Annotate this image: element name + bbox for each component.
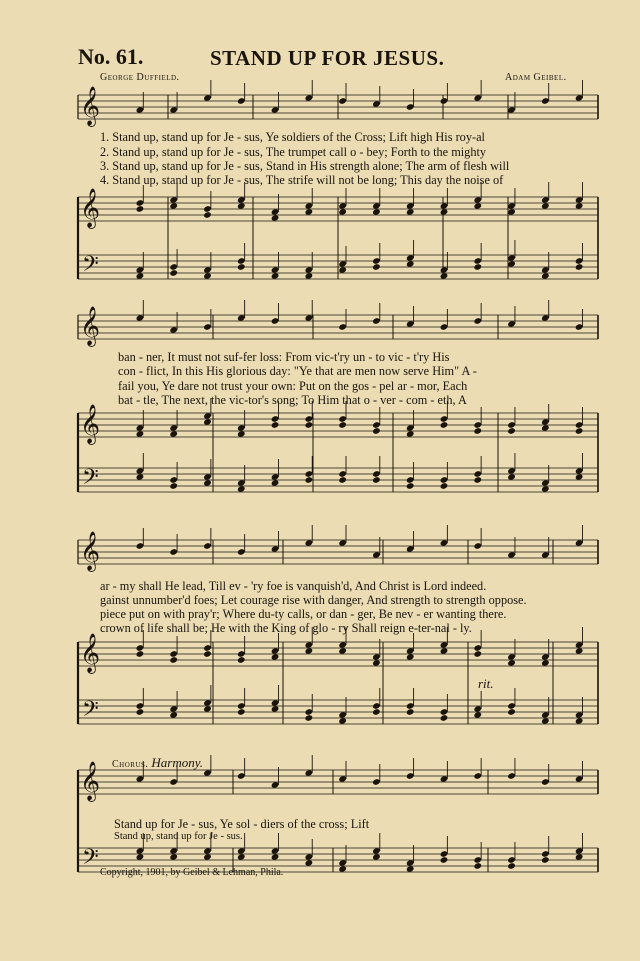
verse-3-line-1: 3. Stand up, stand up for Je - sus, Stand in His strength alone; The arm of flesh will (100, 159, 510, 173)
note-head (440, 714, 449, 722)
chorus-label: Chorus. (112, 759, 149, 770)
ritardando-marking: rit. (478, 676, 494, 691)
note-head (338, 476, 347, 484)
note-head (473, 650, 482, 658)
note-head (507, 427, 516, 435)
treble-clef-icon: 𝄞 (80, 761, 101, 801)
note-head (372, 427, 381, 435)
bass-clef-icon: 𝄢 (82, 845, 99, 875)
note-head (372, 708, 381, 716)
note-head (372, 263, 381, 271)
note-head (136, 205, 145, 213)
note-head (507, 708, 516, 716)
verse-4-line-3: crown of life shall be; He with the King of glo - ry Shall reign e-ter-nal - ly. (100, 621, 472, 635)
chorus-lyric-main: Stand up for Je - sus, Ye sol - diers of the cross; Lift (114, 817, 370, 831)
note-head (169, 656, 178, 664)
treble-clef-icon: 𝄞 (80, 188, 101, 228)
bass-clef-icon: 𝄢 (82, 697, 99, 727)
note-head (169, 269, 178, 277)
note-head (473, 263, 482, 271)
hymn-title: STAND UP FOR JESUS. (210, 46, 445, 70)
chorus-style: Harmony. (151, 755, 204, 770)
note-head (406, 708, 415, 716)
verse-3-line-2: fail you, Ye dare not trust your own: Put on the gos - pel ar - mor, Each (118, 379, 468, 393)
note-head (473, 476, 482, 484)
note-head (305, 421, 314, 429)
verse-1-line-1: 1. Stand up, stand up for Je - sus, Ye soldiers of the Cross; Lift high His roy-al (100, 130, 485, 144)
verse-3-line-3: piece put on with pray'r; Where du-ty calls, or dan - ger, Be nev - er wanting there. (100, 607, 507, 621)
note-head (169, 482, 178, 490)
note-head (372, 476, 381, 484)
note-head (305, 476, 314, 484)
note-head (136, 708, 145, 716)
note-head (406, 482, 415, 490)
note-head (575, 263, 584, 271)
note-head (203, 650, 212, 658)
note-head (203, 211, 212, 219)
note-head (507, 862, 516, 870)
copyright-notice: Copyright, 1901, by Geibel & Lehman, Phila. (100, 867, 284, 878)
note-head (541, 856, 550, 864)
treble-clef-icon: 𝄞 (80, 306, 101, 346)
verse-4-line-1: 4. Stand up, stand up for Je - sus, The strife will not be long; This day the noise of (100, 173, 504, 187)
note-head (237, 656, 246, 664)
note-head (440, 856, 449, 864)
note-head (338, 421, 347, 429)
verse-4-line-2: bat - tle, The next, the vic-tor's song; To Him that o - ver - com - eth, A (118, 393, 467, 407)
treble-clef-icon: 𝄞 (80, 404, 101, 444)
treble-clef-icon: 𝄞 (80, 633, 101, 673)
note-head (237, 263, 246, 271)
verse-2-line-3: gainst unnumber'd foes; Let courage rise with danger, And strength to strength oppose. (100, 593, 527, 607)
note-head (440, 421, 449, 429)
treble-clef-icon: 𝄞 (80, 531, 101, 571)
note-head (305, 714, 314, 722)
verse-2-line-2: con - flict, In this His glorious day: "Ye that are men now serve Him" A - (118, 364, 477, 378)
bass-clef-icon: 𝄢 (82, 465, 99, 495)
note-head (473, 427, 482, 435)
verse-1-line-3: ar - my shall He lead, Till ev - 'ry foe is vanquish'd, And Christ is Lord indeed. (100, 579, 487, 593)
author-credit: George Duffield. (100, 72, 180, 83)
note-head (473, 862, 482, 870)
note-head (136, 650, 145, 658)
note-head (271, 421, 280, 429)
chorus-lyric-echo: Stand up, stand up for Je - sus. (114, 831, 243, 842)
hymn-number: No. 61. (78, 44, 144, 69)
note-head (440, 482, 449, 490)
chorus-heading (112, 755, 203, 771)
note-head (575, 427, 584, 435)
note-head (237, 708, 246, 716)
verse-2-line-1: 2. Stand up, stand up for Je - sus, The trumpet call o - bey; Forth to the mighty (100, 145, 487, 159)
bass-clef-icon: 𝄢 (82, 252, 99, 282)
treble-clef-icon: 𝄞 (80, 86, 101, 126)
verse-1-line-2: ban - ner, It must not suf-fer loss: From vic-t'ry un - to vic - t'ry His (118, 350, 450, 364)
composer-credit: Adam Geibel. (505, 72, 567, 83)
